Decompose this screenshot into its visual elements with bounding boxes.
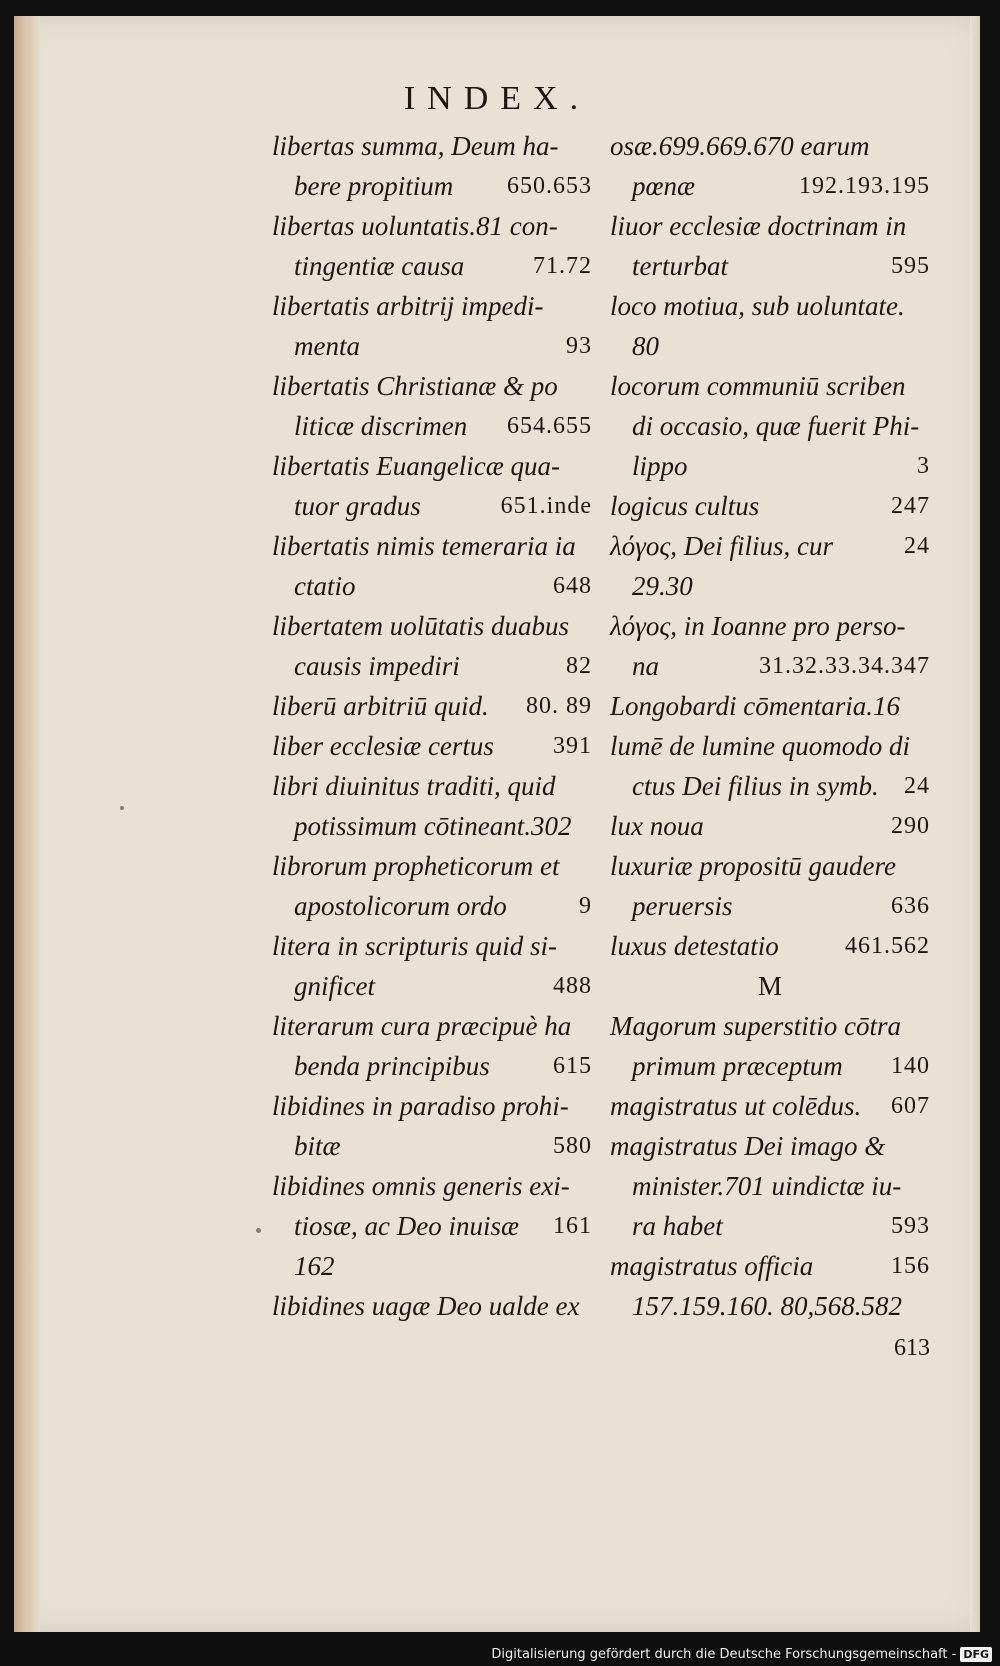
index-entry-line: [272, 166, 592, 206]
entry-text: magistratus ut colēdus.: [610, 1091, 862, 1121]
index-entry-line: [610, 1166, 930, 1206]
page-edge-left: [14, 16, 40, 1632]
entry-text: locorum communiū scriben: [610, 371, 906, 401]
entry-page-ref: 654.655: [507, 413, 592, 439]
entry-page-ref: 24: [904, 533, 930, 559]
entry-text: ctus Dei filius in symb.: [632, 771, 879, 801]
index-entry-line: [610, 646, 930, 686]
entry-text: menta: [294, 331, 360, 361]
index-entry-line: [272, 566, 592, 606]
index-entry-line: [610, 566, 930, 606]
index-entry-line: [610, 1286, 930, 1326]
entry-text: libertas uoluntatis.81 con-: [272, 211, 558, 241]
index-entry-line: [610, 326, 930, 366]
index-entry-line: [272, 446, 592, 486]
index-entry-line: [272, 806, 592, 846]
entry-text: Magorum superstitio cōtra: [610, 1011, 902, 1041]
entry-text: peruersis: [632, 891, 733, 921]
entry-text: terturbat: [632, 251, 729, 281]
index-entry-line: [272, 1206, 592, 1246]
index-entry-line: [610, 1246, 930, 1286]
entry-text: libertatis nimis temeraria ia: [272, 531, 576, 561]
index-entry-line: [610, 966, 930, 1006]
book-page: [14, 16, 980, 1632]
entry-page-ref: 593: [891, 1213, 930, 1239]
dfg-logo: DFG: [960, 1647, 992, 1662]
entry-text: ctatio: [294, 571, 356, 601]
entry-page-ref: 648: [553, 573, 592, 599]
entry-text: M: [757, 971, 782, 1001]
entry-text: 157.159.160. 80,568.582: [632, 1291, 902, 1321]
index-entry-line: [272, 1126, 592, 1166]
index-entry-line: [610, 846, 930, 886]
entry-text: primum præceptum: [632, 1051, 843, 1081]
index-entry-line: [272, 726, 592, 766]
index-entry-line: [272, 926, 592, 966]
entry-text: bere propitium: [294, 171, 454, 201]
index-column-right: [610, 126, 930, 1366]
index-entry-line: [610, 126, 930, 166]
index-entry-line: [272, 486, 592, 526]
index-entry-line: [272, 1246, 592, 1286]
index-entry-line: [272, 886, 592, 926]
index-entry-line: [272, 846, 592, 886]
entry-text: magistratus officia: [610, 1251, 814, 1281]
index-entry-line: [610, 1126, 930, 1166]
entry-text: lux noua: [610, 811, 704, 841]
footer-text: Digitalisierung gefördert durch die Deutsche Forschungsgemeinschaft -: [491, 1647, 957, 1662]
entry-text: liber ecclesiæ certus: [272, 731, 494, 761]
entry-text: loco motiua, sub uoluntate.: [610, 291, 905, 321]
index-entry-line: [610, 686, 930, 726]
index-entry-line: [272, 1286, 592, 1326]
index-entry-line: [272, 1166, 592, 1206]
entry-page-ref: 9: [579, 893, 592, 919]
entry-page-ref: 156: [891, 1253, 930, 1279]
entry-text: ra habet: [632, 1211, 723, 1241]
entry-text: λόγος, Dei filius, cur: [610, 531, 834, 561]
running-head: INDEX.: [403, 80, 591, 117]
index-entry-line: [272, 686, 592, 726]
entry-text: literarum cura præcipuè ha: [272, 1011, 572, 1041]
entry-page-ref: 290: [891, 813, 930, 839]
entry-text: di occasio, quæ fuerit Phi-: [632, 411, 920, 441]
entry-text: 162: [294, 1251, 335, 1281]
index-entry-line: [272, 286, 592, 326]
index-entry-line: [610, 446, 930, 486]
entry-text: liuor ecclesiæ doctrinam in: [610, 211, 907, 241]
index-entry-line: [610, 806, 930, 846]
entry-text: λόγος, in Ioanne pro perso-: [610, 611, 906, 641]
entry-text: libidines in paradiso prohi-: [272, 1091, 569, 1121]
entry-text: Longobardi cōmentaria.16: [610, 691, 900, 721]
index-entry-line: [610, 486, 930, 526]
entry-text: 29.30: [632, 571, 693, 601]
index-entry-line: [272, 966, 592, 1006]
entry-page-ref: 580: [553, 1133, 592, 1159]
entry-text: libertatis Christianæ & po: [272, 371, 558, 401]
paper-speck: [120, 806, 124, 810]
entry-text: gnificet: [294, 971, 375, 1001]
index-entry-line: [272, 366, 592, 406]
index-entry-line: [610, 246, 930, 286]
entry-text: libertas summa, Deum ha-: [272, 131, 559, 161]
entry-text: litera in scripturis quid si-: [272, 931, 558, 961]
entry-text: bitæ: [294, 1131, 341, 1161]
index-entry-line: [610, 1086, 930, 1126]
entry-page-ref: 3: [917, 453, 930, 479]
index-entry-line: [272, 246, 592, 286]
entry-text: libertatis arbitrij impedi-: [272, 291, 544, 321]
index-entry-line: [610, 406, 930, 446]
entry-page-ref: 24: [904, 773, 930, 799]
index-entry-line: [272, 606, 592, 646]
entry-text: potissimum cōtineant.302: [294, 811, 572, 841]
entry-text: librorum propheticorum et: [272, 851, 560, 881]
index-entry-line: [272, 1046, 592, 1086]
entry-text: apostolicorum ordo: [294, 891, 507, 921]
entry-text: 613: [894, 1335, 930, 1361]
index-column-left: [272, 126, 592, 1326]
entry-page-ref: 595: [891, 253, 930, 279]
index-entry-line: [610, 166, 930, 206]
entry-page-ref: 615: [553, 1053, 592, 1079]
entry-text: libertatem uolūtatis duabus: [272, 611, 569, 641]
index-entry-line: [610, 606, 930, 646]
entry-text: libri diuinitus traditi, quid: [272, 771, 556, 801]
index-entry-line: [272, 126, 592, 166]
index-entry-line: [610, 286, 930, 326]
entry-text: luxuriæ propositū gaudere: [610, 851, 896, 881]
entry-text: libertatis Euangelicæ qua-: [272, 451, 560, 481]
entry-text: minister.701 uindictæ iu-: [632, 1171, 902, 1201]
entry-page-ref: 93: [566, 333, 592, 359]
index-entry-line: [610, 1006, 930, 1046]
index-entry-line: [610, 766, 930, 806]
entry-text: lumē de lumine quomodo di: [610, 731, 910, 761]
index-entry-line: [272, 1006, 592, 1046]
entry-page-ref: 192.193.195: [799, 173, 930, 199]
entry-text: liticæ discrimen: [294, 411, 468, 441]
entry-text: magistratus Dei imago &: [610, 1131, 886, 1161]
entry-page-ref: 636: [891, 893, 930, 919]
entry-page-ref: 607: [891, 1093, 930, 1119]
entry-page-ref: 71.72: [533, 253, 592, 279]
entry-text: pœnæ: [632, 171, 696, 201]
entry-text: tingentiæ causa: [294, 251, 465, 281]
entry-text: luxus detestatio: [610, 931, 779, 961]
entry-page-ref: 140: [891, 1053, 930, 1079]
entry-page-ref: 161: [553, 1213, 592, 1239]
entry-page-ref: 651.inde: [500, 493, 592, 519]
digitization-footer: [491, 1647, 992, 1662]
index-entry-line: [272, 326, 592, 366]
index-entry-line: [610, 366, 930, 406]
entry-page-ref: 31.32.33.34.347: [759, 653, 930, 679]
entry-page-ref: 650.653: [507, 173, 592, 199]
index-entry-line: [610, 1046, 930, 1086]
entry-text: lippo: [632, 451, 688, 481]
entry-text: causis impediri: [294, 651, 460, 681]
entry-text: na: [632, 651, 659, 681]
entry-page-ref: 82: [566, 653, 592, 679]
index-entry-line: [272, 1086, 592, 1126]
entry-page-ref: 391: [553, 733, 592, 759]
index-entry-line: [272, 206, 592, 246]
entry-text: liberū arbitriū quid.: [272, 691, 489, 721]
entry-text: tuor gradus: [294, 491, 421, 521]
entry-text: tiosæ, ac Deo inuisæ: [294, 1211, 520, 1241]
entry-text: libidines uagæ Deo ualde ex: [272, 1291, 580, 1321]
index-entry-line: [610, 526, 930, 566]
index-entry-line: [272, 646, 592, 686]
paper-speck: [256, 1228, 261, 1233]
entry-text: 80: [632, 331, 659, 361]
entry-page-ref: 461.562: [845, 933, 930, 959]
page-edge-right: [970, 16, 980, 1632]
index-entry-line: [272, 766, 592, 806]
entry-page-ref: 80. 89: [526, 693, 592, 719]
index-entry-line: [610, 206, 930, 246]
index-entry-line: [610, 1206, 930, 1246]
entry-page-ref: 247: [891, 493, 930, 519]
entry-page-ref: 488: [553, 973, 592, 999]
index-entry-line: [272, 406, 592, 446]
index-entry-line: [610, 886, 930, 926]
entry-text: osæ.699.669.670 earum: [610, 131, 870, 161]
entry-text: benda principibus: [294, 1051, 490, 1081]
index-entry-line: [610, 926, 930, 966]
entry-text: logicus cultus: [610, 491, 760, 521]
entry-text: libidines omnis generis exi-: [272, 1171, 570, 1201]
index-entry-line: [610, 1326, 930, 1366]
index-entry-line: [610, 726, 930, 766]
index-entry-line: [272, 526, 592, 566]
